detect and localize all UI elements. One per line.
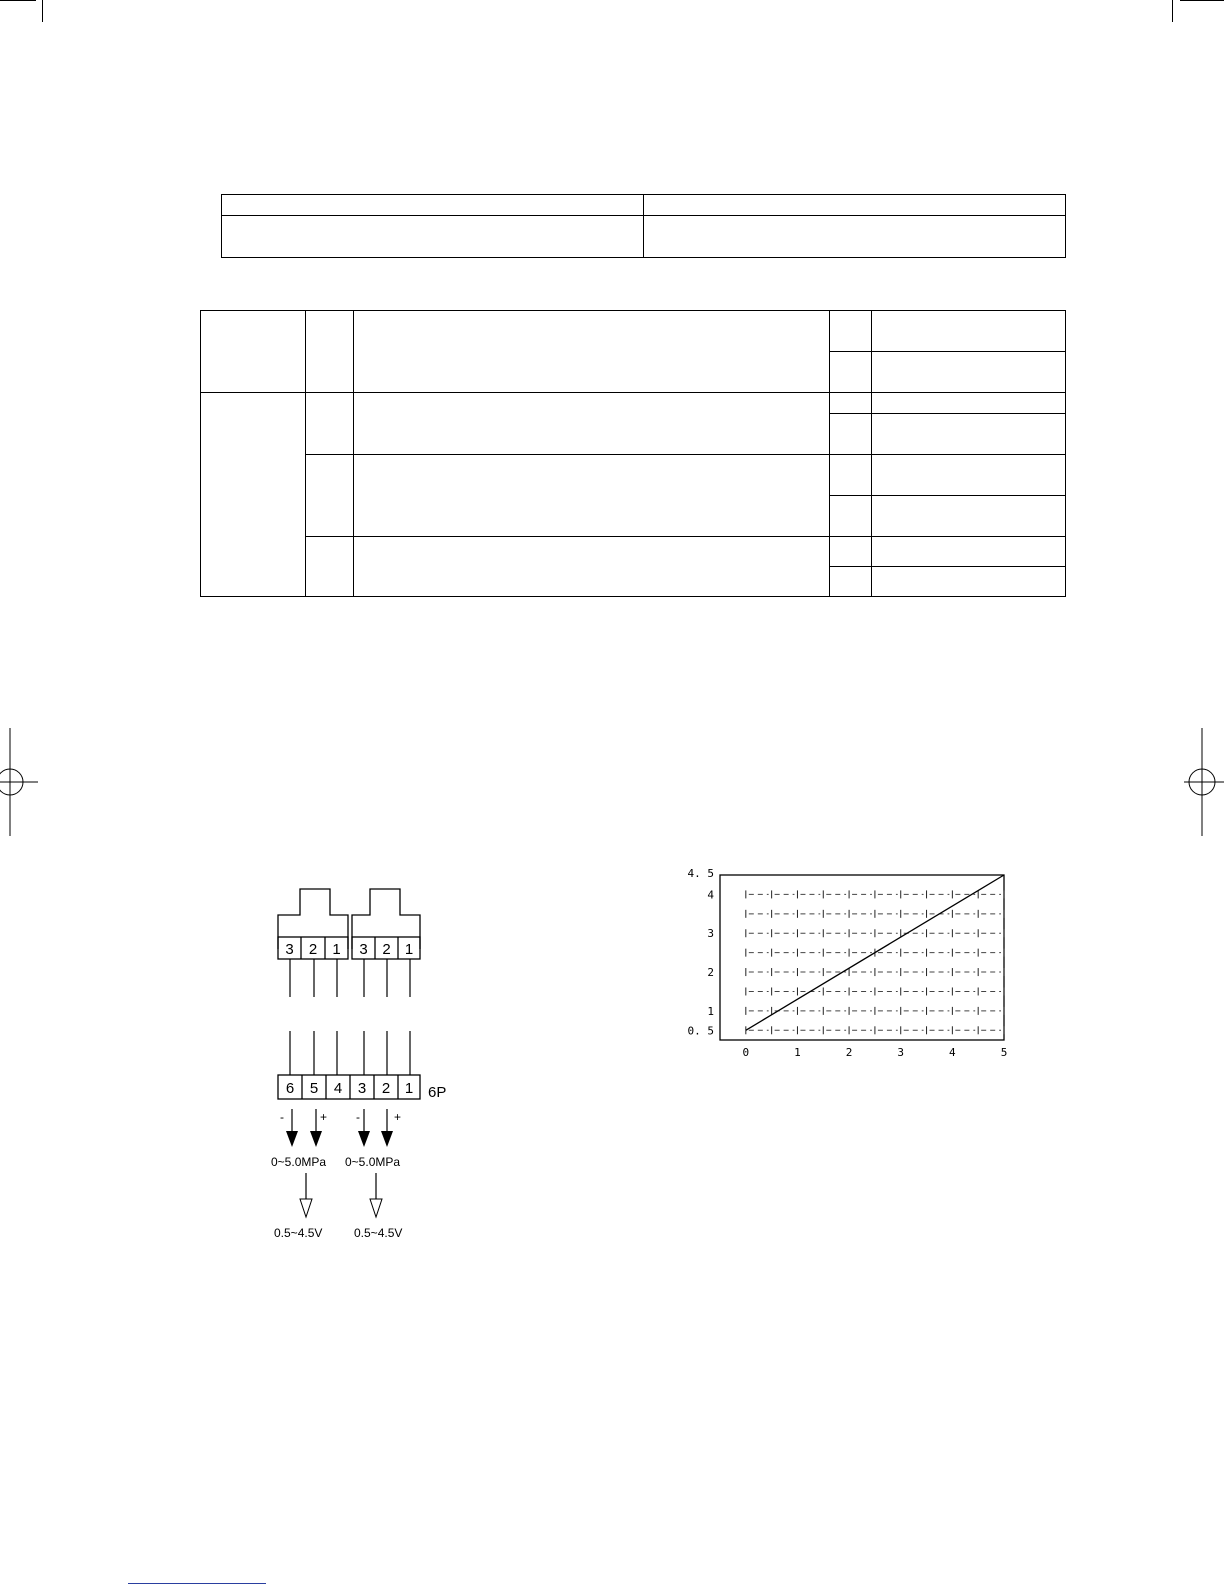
table-cell: [872, 537, 1066, 567]
table-cell: [872, 567, 1066, 597]
table-cell: [830, 352, 872, 393]
spec-table-top: [221, 194, 1066, 258]
table-cell: [222, 216, 644, 258]
table-row: [201, 537, 1066, 567]
table-cell: [354, 455, 830, 537]
table-cell: [872, 311, 1066, 352]
table-cell: [872, 414, 1066, 455]
lower-pin-label: 3: [357, 1080, 367, 1097]
upper-pin-label: 2: [308, 941, 318, 958]
pressure-voltage-chart: [670, 860, 1020, 1070]
table-cell: [306, 455, 354, 537]
crop-mark-top-right: [1180, 0, 1224, 1]
crop-mark-top-left: [0, 0, 36, 1]
table-cell: [872, 455, 1066, 496]
lower-pin-label: 6: [285, 1080, 295, 1097]
upper-pin-label: 2: [382, 941, 391, 958]
x-tick-label: 5: [1000, 1046, 1008, 1059]
lower-pin-label: 5: [309, 1080, 319, 1097]
upper-pin-label: 1: [332, 941, 341, 958]
table-cell: [201, 311, 306, 393]
lower-pin-label: 2: [381, 1080, 391, 1097]
x-tick-label: 2: [845, 1046, 853, 1059]
table-cell: [830, 311, 872, 352]
crop-mark-top-right-vertical: [1172, 0, 1173, 22]
x-tick-label: 4: [949, 1046, 956, 1059]
connector-housing-left: [278, 889, 348, 949]
x-tick-label: 1: [794, 1046, 801, 1059]
table-cell: [354, 311, 830, 393]
minus-sign: -: [280, 1110, 284, 1124]
lower-pin-label: 4: [333, 1080, 343, 1097]
spec-table-main: [200, 310, 1066, 597]
wires: [290, 959, 410, 1075]
table-cell: [644, 195, 1066, 216]
lower-pin-label: 1: [404, 1080, 414, 1097]
voltage-range-label: 0.5~4.5V: [354, 1226, 403, 1240]
y-tick-label: 4: [707, 888, 714, 902]
table-cell: [306, 393, 354, 455]
registration-mark-left: [0, 728, 40, 838]
pressure-range-label: 0~5.0MPa: [271, 1155, 327, 1169]
x-axis-ticks: [743, 1046, 1008, 1059]
registration-mark-right: [1182, 728, 1224, 838]
minus-sign: -: [356, 1110, 360, 1124]
y-tick-label: 2: [707, 966, 714, 980]
table-row: [201, 393, 1066, 414]
table-cell: [354, 393, 830, 455]
table-cell: [872, 496, 1066, 537]
connector-wiring-diagram: [260, 885, 480, 1245]
connector-housing-right: [352, 889, 420, 949]
table-row: [201, 311, 1066, 352]
table-cell: [830, 567, 872, 597]
table-cell: [830, 393, 872, 414]
plus-sign: +: [320, 1110, 328, 1124]
plot-area: [720, 875, 1004, 1040]
table-cell: [830, 496, 872, 537]
crop-mark-top-left-vertical: [42, 0, 43, 22]
signal-arrows: [286, 1109, 393, 1147]
table-cell: [306, 311, 354, 393]
table-cell: [644, 216, 1066, 258]
table-row: [201, 455, 1066, 496]
table-cell: [830, 537, 872, 567]
upper-pin-label: 1: [404, 941, 414, 958]
table-cell: [222, 195, 644, 216]
y-axis-ticks: [688, 867, 715, 1037]
table-cell: [830, 414, 872, 455]
table-row: [222, 216, 1066, 258]
table-cell: [354, 537, 830, 597]
table-cell: [872, 393, 1066, 414]
table-cell: [830, 455, 872, 496]
table-cell: [872, 352, 1066, 393]
table-cell: [201, 393, 306, 597]
connector-6p-label: 6P: [428, 1084, 447, 1101]
pressure-range-label: 0~5.0MPa: [345, 1155, 401, 1169]
y-tick-label: 4. 5: [687, 867, 714, 880]
y-tick-label: 3: [707, 927, 714, 941]
output-arrows: [300, 1173, 382, 1217]
upper-pin-label: 3: [359, 941, 368, 958]
table-cell: [306, 537, 354, 597]
x-tick-label: 0: [742, 1046, 750, 1059]
y-tick-label: 1: [707, 1004, 714, 1018]
x-tick-label: 3: [897, 1046, 905, 1059]
plus-sign: +: [394, 1110, 402, 1124]
table-row: [222, 195, 1066, 216]
y-tick-label: 0. 5: [687, 1024, 714, 1038]
upper-pin-label: 3: [285, 941, 294, 958]
voltage-range-label: 0.5~4.5V: [274, 1226, 323, 1240]
